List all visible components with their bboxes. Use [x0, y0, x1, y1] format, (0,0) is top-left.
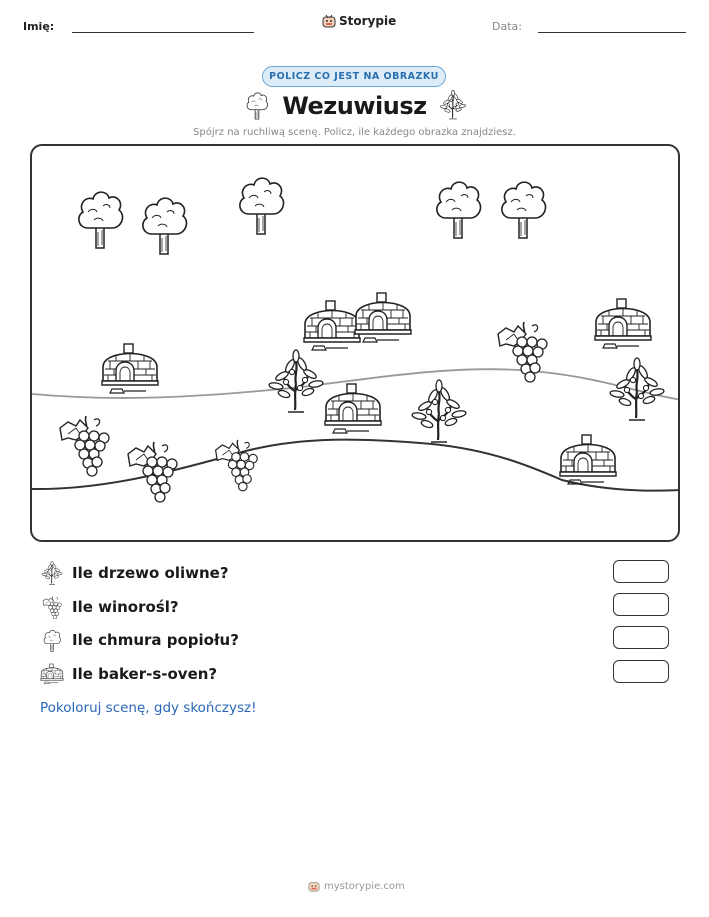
ash-cloud-5 [502, 182, 546, 238]
bakers-oven-icon [40, 662, 64, 686]
ash-cloud-icon [40, 628, 64, 652]
question-row-bakers-oven [40, 661, 217, 687]
grapevine-2 [60, 416, 109, 476]
bakers-oven-4 [595, 299, 651, 348]
activity-badge: POLICZ CO JEST NA OBRAZKU [262, 66, 446, 87]
ash-cloud-4 [437, 182, 481, 238]
bakers-oven-1 [304, 301, 360, 350]
grapevine-1 [498, 322, 547, 382]
question-text: Ile chmura popiołu? [72, 631, 239, 649]
page-title: Wezuwiusz [282, 92, 427, 120]
name-field-line[interactable] [72, 32, 254, 33]
ash-cloud-1 [79, 192, 123, 248]
olive-tree-2 [412, 380, 467, 442]
date-field-line[interactable] [538, 32, 686, 33]
answer-box-ash-cloud[interactable] [613, 626, 669, 649]
bakers-oven-3 [102, 344, 158, 393]
name-label: Imię: [23, 20, 55, 33]
grapevine-4 [216, 440, 258, 491]
coloring-instruction: Pokoloruj scenę, gdy skończysz! [40, 700, 257, 716]
question-row-ash-cloud [40, 627, 239, 653]
footer-url[interactable]: mystorypie.com [324, 880, 405, 892]
ash-cloud-2 [143, 198, 187, 254]
answer-box-olive-tree[interactable] [613, 560, 669, 583]
ash-cloud-3 [240, 178, 284, 234]
question-text: Ile drzewo oliwne? [72, 564, 229, 582]
question-row-olive-tree [40, 560, 229, 586]
grapevine-3 [128, 442, 177, 502]
bakers-oven-6 [560, 435, 616, 484]
date-label: Data: [492, 20, 522, 33]
bakers-oven-5 [325, 384, 381, 433]
instructions: Spójrz na ruchliwą scenę. Policz, ile każdego obrazka znajdziesz. [193, 127, 516, 138]
olive-tree-3 [610, 358, 665, 420]
brand-logo [322, 14, 396, 28]
storypie-mascot-icon [308, 880, 320, 892]
bakers-oven-2 [355, 293, 411, 342]
brand-name: Storypie [339, 14, 397, 28]
olive-tree-icon [40, 561, 64, 585]
question-text: Ile baker-s-oven? [72, 665, 218, 683]
footer [308, 880, 405, 892]
question-text: Ile winorośl? [72, 598, 179, 616]
answer-box-bakers-oven[interactable] [613, 660, 669, 683]
counting-scene [30, 144, 680, 542]
answer-box-grapevine[interactable] [613, 593, 669, 616]
olive-tree-icon [440, 90, 466, 120]
grapevine-icon [40, 595, 64, 619]
olive-tree-1 [269, 350, 324, 412]
question-row-grapevine [40, 594, 179, 620]
storypie-mascot-icon [322, 14, 336, 28]
